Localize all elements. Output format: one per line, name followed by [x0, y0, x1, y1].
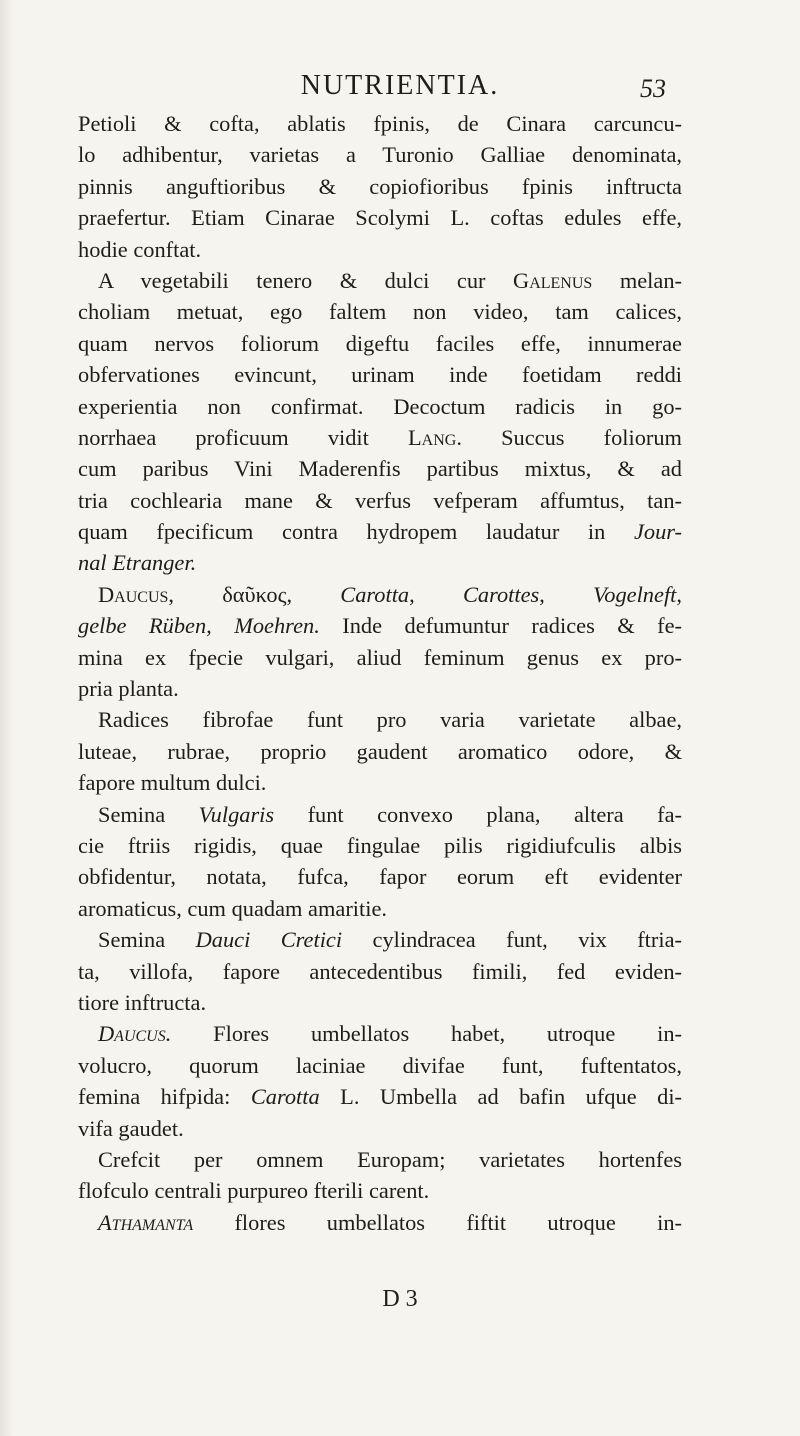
running-title: NUTRIENTIA. [300, 70, 500, 101]
text-line: obfervationes evincunt, urinam inde foetidam reddi [78, 362, 682, 388]
text-line: pinnis anguftioribus & copiofioribus fpinis inftructa [78, 173, 682, 199]
signature-mark: D 3 [382, 1286, 418, 1312]
text-line: hodie conftat. [78, 236, 202, 262]
text-line: flofculo centrali purpureo fterili carent. [78, 1178, 430, 1204]
author-name-lang: Lang. [408, 424, 462, 450]
text-line: tiore inftructa. [78, 989, 207, 1015]
entry-heading-athamanta: Athamanta [98, 1209, 194, 1235]
text-line: fapore multum dulci. [78, 770, 267, 796]
author-name-galenus: Galenus [513, 267, 593, 293]
page-number: 53 [640, 74, 666, 103]
text-line: Semina Dauci Cretici cylindracea funt, vix ftria- [98, 927, 682, 953]
text-line: aromaticus, cum quadam amaritie. [78, 895, 387, 921]
text-line: vifa gaudet. [78, 1115, 184, 1141]
text-line: Radices fibrofae funt pro varia varietate albae, [98, 707, 682, 733]
text-line: Petioli & cofta, ablatis fpinis, de Cinara carcuncu- [78, 111, 682, 136]
text-line: lo adhibentur, varietas a Turonio Galliae denominata, [78, 142, 682, 168]
entry-heading-daucus-italic: Daucus. [98, 1021, 172, 1047]
text-line: norrhaea proficuum vidit Lang. Succus foliorum [78, 424, 682, 450]
text-line: cum paribus Vini Maderenfis partibus mixtus, & ad [78, 456, 682, 482]
text-line: quam fpecificum contra hydropem laudatur in Jour- [78, 519, 682, 545]
text-line: pria planta. [78, 676, 179, 702]
text-line: volucro, quorum laciniae divifae funt, fuftentatos, [78, 1052, 682, 1078]
text-line: Daucus, δαῦκος, Carotta, Carottes, Vogelneft, [98, 581, 682, 607]
body-text [78, 108, 682, 1238]
text-line: obfidentur, notata, fufca, fapor eorum eft evidenter [78, 864, 682, 890]
text-line: choliam metuat, ego faltem non video, tam calices, [78, 299, 682, 325]
text-line: Crefcit per omnem Europam; varietates hortenfes [98, 1146, 682, 1172]
text-line: gelbe Rüben, Moehren. Inde defumuntur radices & fe- [78, 613, 682, 639]
text-line: Athamanta flores umbellatos fiftit utroque in- [98, 1209, 682, 1235]
text-line: femina hifpida: Carotta L. Umbella ad bafin ufque di- [78, 1084, 682, 1110]
greek-name: δαῦκος [222, 581, 287, 607]
text-line: quam nervos foliorum digeftu faciles effe, innumerae [78, 330, 682, 356]
entry-heading-daucus: Daucus [98, 581, 169, 607]
text-line: ta, villofa, fapore antecedentibus fimili, fed eviden- [78, 958, 682, 984]
text-line: luteae, rubrae, proprio gaudent aromatico odore, & [78, 738, 682, 764]
text-line: Semina Vulgaris funt convexo plana, altera fa- [98, 801, 682, 827]
text-line: praefertur. Etiam Cinarae Scolymi L. coftas edules effe, [78, 205, 682, 231]
journal-title: Jour- [633, 519, 682, 545]
text-line: nal Etranger. [78, 550, 197, 576]
text-line: A vegetabili tenero & dulci cur Galenus melan- [98, 267, 682, 293]
text-line: tria cochlearia mane & verfus vefperam affumtus, tan- [78, 487, 682, 513]
text-line: cie ftriis rigidis, quae fingulae pilis rigidiufculis albis [78, 832, 682, 858]
page-binding-shadow [0, 0, 14, 1436]
text-line: Daucus. Flores umbellatos habet, utroque in- [98, 1021, 682, 1047]
text-line: experientia non confirmat. Decoctum radicis in go- [78, 393, 682, 419]
text-line: mina ex fpecie vulgari, aliud feminum genus ex pro- [78, 644, 682, 670]
